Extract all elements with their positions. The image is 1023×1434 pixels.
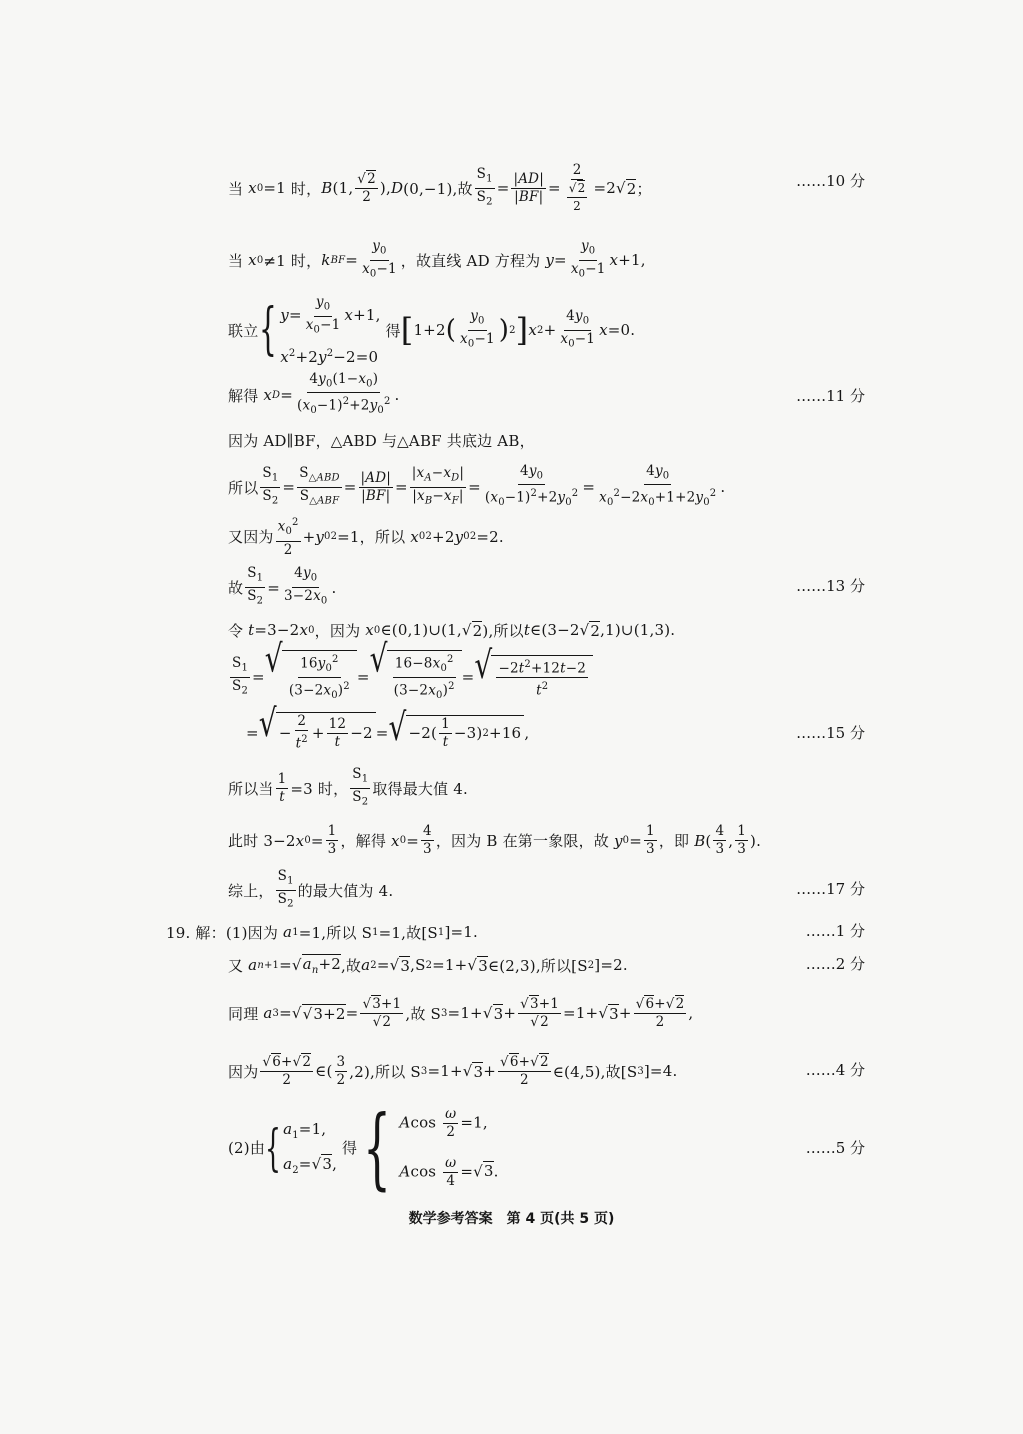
text-because-in: ，因为 xyxy=(314,621,361,640)
score-2: ……2 分 xyxy=(805,954,865,973)
text-you2: (2)由 xyxy=(228,1139,266,1157)
solution-line-x0-ne-1: 当 x 0 ≠1 时， k BF = $\frac{y_0}{x_0-1}$ ，故直线 AD 方程为 y = $\frac{y_0}{x_0-1}$ x +1, xyxy=(228,240,646,280)
text-you-because: 又因为 xyxy=(228,528,274,546)
frac-y0-x0m1-b: $\frac{y_0}{x_0-1}$ xyxy=(570,237,606,280)
solution-line-max: 所以当 $\frac{1}{t}$ =3 时， $\frac{S_1}{S_2}$ 取得最大值 4. xyxy=(228,766,468,808)
text-tongli: 同理 xyxy=(228,1004,259,1023)
text-ling: 令 xyxy=(228,621,244,640)
text-ji: ，即 xyxy=(658,832,690,850)
text-suoyi-dang: 所以当 xyxy=(228,780,274,798)
q19-line-1: 19. 解：(1)因为 a 1 =1,所以 S 1 =1,故[S 1 ]=1. xyxy=(166,923,478,942)
text-de-2: 得 xyxy=(342,1139,358,1157)
solution-line-ratio: 所以 $\frac{S_1}{S_2}$ = $\frac{S_{\triangle ABD}}{S_{\triangle ABF}}$ = $\frac{|AD|}{|BF|}$ = $\frac{|x_A-x_D|}{|x_B-x_F|}$ = $\frac{4y_0}{(x_0-1)^2+2y_0^2}$ = $\frac{4y_0}{x_0^2-2x_0+1+2y_0^2}$ . xyxy=(228,462,726,509)
solution-line-xd: 解得 x D = $\frac{4y_0(1-x_0)}{(x_0-1)^2+2y_0^2}$ . xyxy=(228,375,399,415)
text-yinwei: 因为 xyxy=(228,1062,259,1081)
score-4: ……4 分 xyxy=(805,1060,865,1079)
left-brace: { xyxy=(259,297,278,362)
solution-line-gu: 故 $\frac{S_1}{S_2}$ = $\frac{4y_0}{3-2x_0}$ . xyxy=(228,565,337,607)
solution-line-parallel xyxy=(228,420,535,460)
text-max-final: 的最大值为 4. xyxy=(297,882,394,900)
text-line-eq: ，故直线 AD 方程为 xyxy=(400,251,541,270)
text-jiede: 解得 xyxy=(228,386,259,405)
solution-line-sqrt: $\frac{S_1}{S_2}$ = √ $\frac{16y_0^2}{(3-2x_0)^2}$ = √ $\frac{16-8x_0^2}{(3-2x_0)^2}$ = √ $\frac{-2t^2+12t-2}{t^2}$ xyxy=(228,652,593,702)
score-5: ……5 分 xyxy=(805,1138,865,1157)
score-17: ……17 分 xyxy=(796,879,865,898)
score-11: ……11 分 xyxy=(796,386,865,405)
q19-part-2: (2)由 { $a_1=1$, $a_2=√3$, 得 { Acos $\frac{\omega}{2}$ =1, Acos $\frac{\omega}{4}$ =√3. xyxy=(228,1095,499,1199)
equation-system: y= $\frac{y_0}{x_0-1}$ x+1, $x^2+2y^2-2=0$ xyxy=(280,293,381,367)
text-lianli: 联立 xyxy=(228,321,259,340)
text-when: 当 xyxy=(228,179,244,198)
text-when-ne1: 当 xyxy=(228,251,244,270)
frac-2-over-root2-2: $\frac{2}{\frac{√2}{2}}$ xyxy=(568,161,586,213)
text-eq3-when: =3 时， xyxy=(290,780,349,798)
text-jiede2: ，解得 xyxy=(340,832,387,850)
solution-line-ellipse: 又因为 $\frac{x_0^2}{2}$ + y 0 2 =1 ，所以 x 0 2 +2 y 0 2 =2. xyxy=(228,514,504,559)
text-suoyi: 所以 xyxy=(228,478,259,497)
q19-line-4: 因为 $\frac{√6+√2}{2}$ ∈( $\frac{3}{2}$ ,2),所以 S 3 =1+√ 3 + $\frac{√6+√2}{2}$ ∈(4,5),故[S 3 ]=4. xyxy=(228,1053,678,1088)
solution-line-substitution: 令 t =3−2 x 0 ，因为 x 0 ∈(0,1)∪(1,√ 2 ),所以 t ∈(3−2√ 2 ,1)∪(1,3). xyxy=(228,621,676,640)
solution-line-conclusion: 综上， $\frac{S_1}{S_2}$ 的最大值为 4. xyxy=(228,868,394,910)
frac-ad-bf: $\frac{|AD|}{|BF|}$ xyxy=(513,170,544,205)
solution-line-system: 联立 { y= $\frac{y_0}{x_0-1}$ x+1, $x^2+2y^2-2=0$ 得 [ 1+2 ( $\frac{y_0}{x_0-1}$ ) 2 ] x 2 + $\frac{4y_0}{x_0-1}$ x =0. xyxy=(228,293,636,367)
score-15: ……15 分 xyxy=(796,723,865,742)
frac-xd: $\frac{4y_0(1-x_0)}{(x_0-1)^2+2y_0^2}$ xyxy=(297,370,391,417)
frac-root2-over-2: $\frac{√2}{2}$ xyxy=(357,170,376,205)
text-zongshang: 综上， xyxy=(228,882,274,900)
solution-line-point-b: 此时 3−2 x 0 = $\frac{1}{3}$ ，解得 x 0 = $\frac{4}{3}$ ，因为 B 在第一象限，故 y 0 = $\frac{1}{3}$ ，即 B ( $\frac{4}{3}$ , $\frac{1}{3}$ ). xyxy=(228,823,762,857)
text-suoyi2: ，所以 xyxy=(359,528,406,546)
text-max: 取得最大值 4. xyxy=(372,780,468,798)
page-footer: 数学参考答案 第 4 页(共 5 页) xyxy=(408,1211,615,1227)
frac-s1-s2: $\frac{S_1}{S_2}$ xyxy=(476,165,493,208)
score-10: ……10 分 xyxy=(796,171,865,190)
q19-line-3: 同理 a 3 =√ √3+2 = $\frac{√3+1}{√2}$ ,故 S 3 =1+√ 3 + $\frac{√3+1}{√2}$ =1+√ 3 + $\frac{√6+√2}{2}$ , xyxy=(228,995,694,1030)
frac-y0-x0m1: $\frac{y_0}{x_0-1}$ xyxy=(362,237,397,280)
text-cishi: 此时 xyxy=(228,832,259,850)
text-you: 又 xyxy=(228,956,244,975)
q19-line-2: 又 a n+1 =√ $a_n+2$ ,故 a 2 =√ 3 ,S 2 =1+√ 3 ∈(2,3),所以[S 2 ]=2. xyxy=(228,955,628,976)
text-parallel: 因为 AD∥BF，△ABD 与△ABF 共底边 AB， xyxy=(228,431,535,450)
text-when-tail: 时， xyxy=(290,179,322,198)
score-1: ……1 分 xyxy=(805,921,865,940)
text-gu: 故 xyxy=(228,579,244,597)
text-quadrant: ，因为 B 在第一象限，故 xyxy=(435,832,610,850)
solution-line-sqrt-2: = √ − $\frac{2}{t^2}$ + $\frac{12}{t}$ −2 = √ −2( $\frac{1}{t}$ −3) 2 +16 , xyxy=(246,701,530,752)
text-q19: 19. 解：(1)因为 xyxy=(166,923,279,942)
score-13: ……13 分 xyxy=(796,576,865,595)
text-de: 得 xyxy=(385,321,401,340)
solution-line-x0-eq-1: 当 x 0 =1 时， B (1, $\frac{√2}{2}$ ), D (0,−1),故 $\frac{S_1}{S_2}$ = $\frac{|AD|}{|BF|}$ = $\frac{2}{\frac{√2}{2}}$ =2√ 2 ； xyxy=(228,161,652,213)
